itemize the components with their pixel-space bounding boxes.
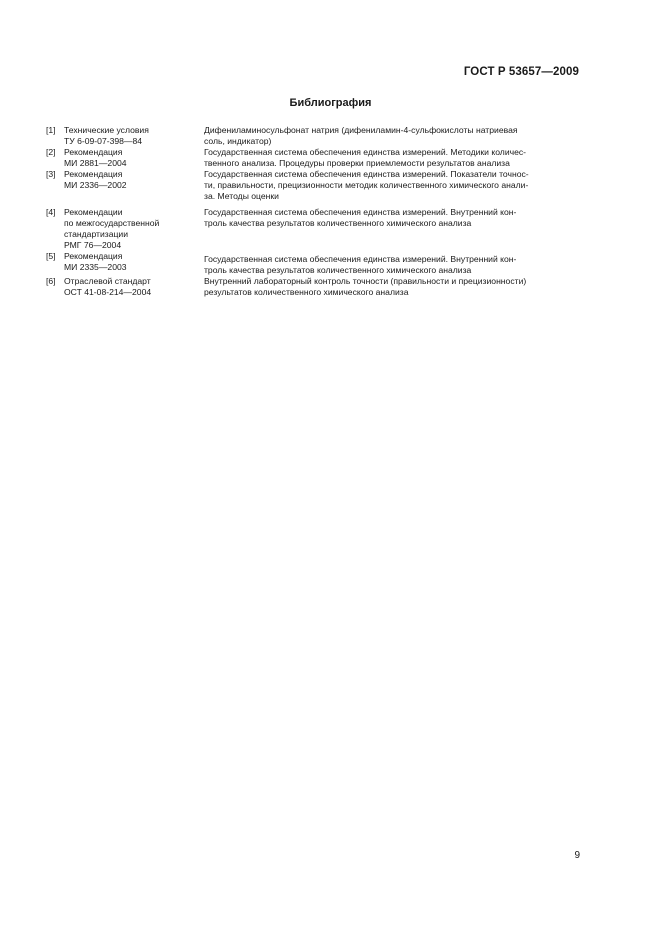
entry-number: [4] <box>46 207 56 217</box>
entry-source <box>64 147 204 169</box>
entry-source-line: ОСТ 41-08-214—2004 <box>64 287 152 297</box>
entry-source-line: РМГ 76—2004 <box>64 240 122 250</box>
entry-source-line: Рекомендация <box>64 147 123 157</box>
entry-number: [5] <box>46 251 56 261</box>
entry-source <box>64 207 204 251</box>
entry-description-line: Государственная система обеспечения единства измерений. Внутренний кон- <box>204 207 517 217</box>
entry-number: [2] <box>46 147 56 157</box>
entry-description-line: Внутренний лабораторный контроль точности (правильности и прецизионности) <box>204 276 527 286</box>
entry-source-line: ТУ 6-09-07-398—84 <box>64 136 143 146</box>
bibliography-entry <box>46 207 582 251</box>
entry-source <box>64 276 204 298</box>
entry-description-line: троль качества результатов количественного химического анализа <box>204 265 472 275</box>
entry-description <box>204 207 582 251</box>
bibliography-entry <box>46 276 582 298</box>
document-code: ГОСТ Р 53657—2009 <box>463 66 579 78</box>
entry-description-line: троль качества результатов количественного химического анализа <box>204 218 472 228</box>
entry-number: [3] <box>46 169 56 179</box>
entry-description-line: Государственная система обеспечения единства измерений. Методики количес- <box>204 147 527 157</box>
entry-description-line: Государственная система обеспечения единства измерений. Показатели точнос- <box>204 169 529 179</box>
entry-source-line: Отраслевой стандарт <box>64 276 151 286</box>
bibliography-list <box>46 125 582 298</box>
entry-description-line: результатов количественного химического анализа <box>204 287 409 297</box>
bibliography-entry <box>46 251 582 276</box>
page-number: 9 <box>574 850 580 861</box>
entry-source-line: Технические условия <box>64 125 149 135</box>
entry-description <box>204 251 582 276</box>
entry-source-line: МИ 2335—2003 <box>64 262 127 272</box>
entry-description-line: Дифениламиносульфонат натрия (дифениламин-4-сульфокислоты натриевая <box>204 125 518 135</box>
bibliography-entry <box>46 147 582 169</box>
entry-description <box>204 147 582 169</box>
entry-description <box>204 169 582 202</box>
entry-source-line: МИ 2336—2002 <box>64 180 127 190</box>
bibliography-title: Библиография <box>289 97 372 109</box>
entry-source-line: МИ 2881—2004 <box>64 158 127 168</box>
bibliography-entry <box>46 169 582 202</box>
entry-source <box>64 251 204 276</box>
entry-description-line: за. Методы оценки <box>204 191 279 201</box>
entry-description-line: соль, индикатор) <box>204 136 272 146</box>
entry-source-line: по межгосударственной <box>64 218 160 228</box>
entry-source <box>64 125 204 147</box>
entry-description-line: твенного анализа. Процедуры проверки приемлемости результатов анализа <box>204 158 510 168</box>
entry-description-line: ти, правильности, прецизионности методик количественного химического анали- <box>204 180 529 190</box>
entry-source-line: Рекомендация <box>64 169 123 179</box>
entry-description <box>204 276 582 298</box>
entry-source-line: Рекомендации <box>64 207 123 217</box>
bibliography-entry <box>46 125 582 147</box>
entry-source <box>64 169 204 202</box>
entry-number: [1] <box>46 125 56 135</box>
entry-description <box>204 125 582 147</box>
entry-number: [6] <box>46 276 56 286</box>
entry-source-line: стандартизации <box>64 229 129 239</box>
entry-description-line: Государственная система обеспечения единства измерений. Внутренний кон- <box>204 254 517 264</box>
entry-source-line: Рекомендация <box>64 251 123 261</box>
